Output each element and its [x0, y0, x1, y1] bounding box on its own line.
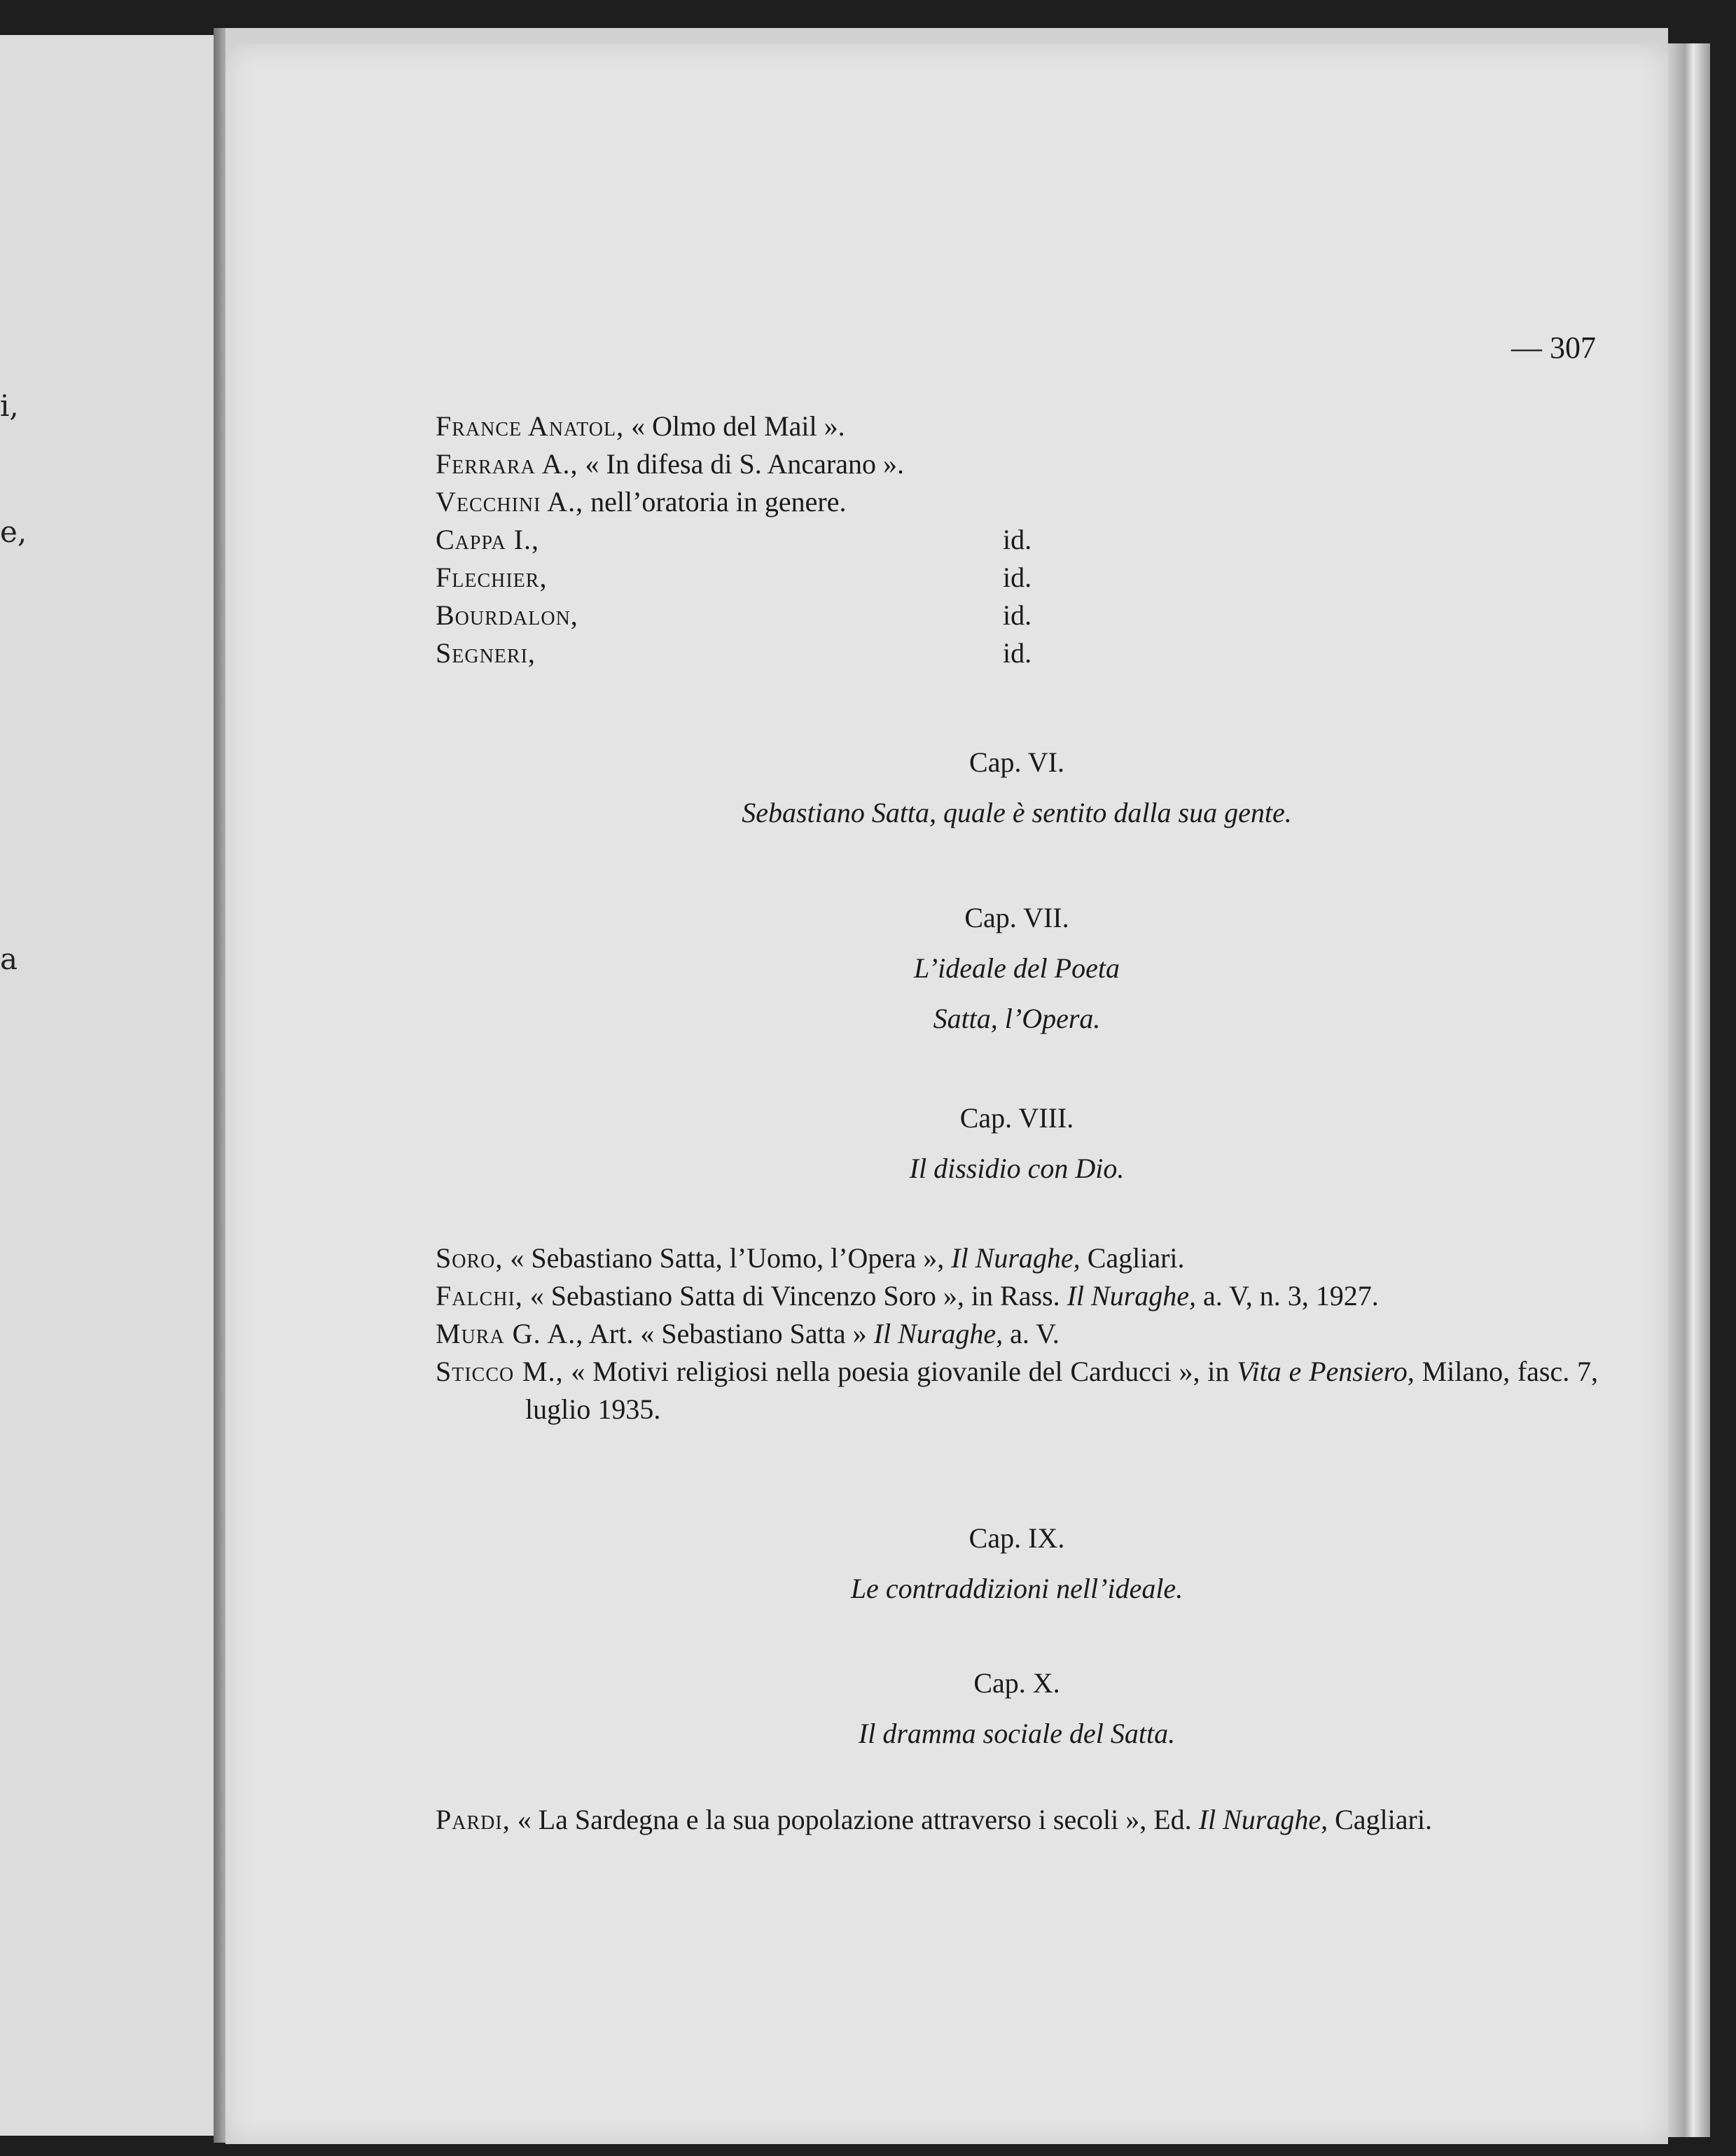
- citation: a. V.: [1010, 1318, 1060, 1349]
- chapter-title: Le contraddizioni nell’ideale.: [850, 1573, 1183, 1604]
- list-item: [436, 597, 1598, 634]
- list-item: [436, 1353, 1598, 1428]
- chapter-title: Satta, l’Opera.: [933, 1003, 1101, 1034]
- journal: Vita e Pensiero,: [1237, 1356, 1415, 1387]
- list-item: [436, 408, 1598, 445]
- chapter-title: Sebastiano Satta, quale è sentito dalla sua gente.: [742, 797, 1292, 828]
- list-item: [436, 1239, 1598, 1277]
- author: Sticco M.,: [436, 1356, 564, 1387]
- citation: Cagliari.: [1087, 1242, 1185, 1274]
- citation: nell’oratoria in genere.: [590, 486, 847, 517]
- citation: Milano, fasc. 7, luglio 1935.: [525, 1356, 1599, 1425]
- author: Soro,: [436, 1242, 504, 1274]
- list-item: [436, 1315, 1598, 1353]
- chapter-heading: Cap. VI.: [969, 746, 1064, 778]
- author: Flechier,: [436, 562, 548, 593]
- journal: Il Nuraghe,: [873, 1318, 1004, 1349]
- citation: « Sebastiano Satta, l’Uomo, l’Opera »,: [510, 1242, 945, 1274]
- citation: « La Sardegna e la sua popolazione attraverso i secoli », Ed.: [517, 1804, 1192, 1835]
- citation: id.: [1003, 637, 1032, 669]
- chapter-heading: Cap. X.: [973, 1667, 1060, 1699]
- right-page: [225, 43, 1668, 2144]
- citation: id.: [1003, 562, 1032, 593]
- list-item: [436, 634, 1598, 672]
- author: Bourdalon,: [436, 599, 578, 631]
- citation: « Olmo del Mail ».: [631, 410, 845, 442]
- citation: id.: [1003, 524, 1032, 555]
- chapter-title: L’ideale del Poeta: [914, 952, 1120, 984]
- chapter-heading: Cap. VII.: [964, 902, 1069, 933]
- list-item: [436, 483, 1598, 521]
- left-page-fragment: a: [0, 942, 18, 976]
- bibliography-list: [436, 1239, 1598, 1428]
- author: France Anatol,: [436, 410, 625, 442]
- left-page-fragment: i,: [0, 389, 19, 423]
- page-number: — 307: [1511, 331, 1596, 365]
- author: Cappa I.,: [436, 524, 540, 555]
- citation: « Sebastiano Satta di Vincenzo Soro », in Rass.: [529, 1280, 1060, 1312]
- author: Ferrara A.,: [436, 448, 578, 480]
- bibliography-list: [436, 1801, 1598, 1839]
- citation: « Motivi religiosi nella poesia giovanile del Carducci », in: [571, 1356, 1230, 1387]
- citation: « In difesa di S. Ancarano ».: [585, 448, 904, 480]
- author: Vecchini A.,: [436, 486, 584, 517]
- list-item: [436, 559, 1598, 597]
- author: Mura G. A.,: [436, 1318, 584, 1349]
- list-item: [436, 1277, 1598, 1315]
- journal: Il Nuraghe,: [1198, 1804, 1328, 1835]
- list-item: [436, 521, 1598, 559]
- journal: Il Nuraghe,: [1067, 1280, 1197, 1312]
- citation: Cagliari.: [1335, 1804, 1432, 1835]
- left-facing-page: [0, 35, 218, 2136]
- bibliography-list: [436, 408, 1598, 672]
- chapter-heading: Cap. VIII.: [959, 1102, 1074, 1134]
- author: Falchi,: [436, 1280, 523, 1312]
- left-page-fragment: e,: [0, 515, 27, 549]
- citation: a. V, n. 3, 1927.: [1203, 1280, 1379, 1312]
- list-item: [436, 1801, 1598, 1839]
- citation: id.: [1003, 599, 1032, 631]
- list-item: [436, 445, 1598, 483]
- page-stack-edge: [1668, 43, 1710, 2137]
- chapter-heading: Cap. IX.: [968, 1522, 1065, 1554]
- citation: Art. « Sebastiano Satta »: [589, 1318, 867, 1349]
- chapter-title: Il dissidio con Dio.: [909, 1153, 1125, 1184]
- author: Pardi,: [436, 1804, 511, 1835]
- author: Segneri,: [436, 637, 536, 669]
- chapter-title: Il dramma sociale del Satta.: [858, 1718, 1176, 1749]
- journal: Il Nuraghe,: [951, 1242, 1081, 1274]
